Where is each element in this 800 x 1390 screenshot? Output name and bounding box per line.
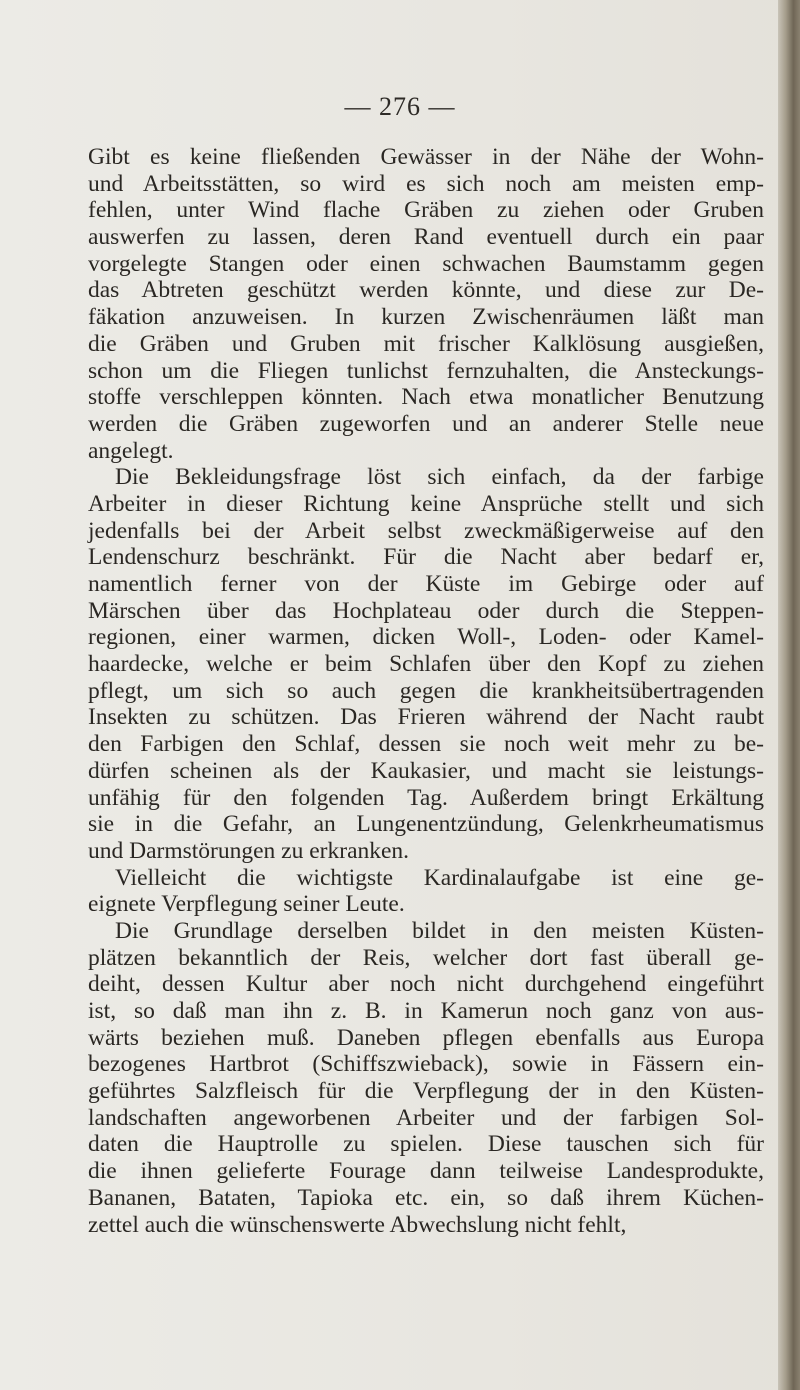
- text-line: Vielleicht die wichtigste Kardinalaufgabe ist eine ge-: [115, 864, 764, 891]
- text-line: regionen, einer warmen, dicken Woll-, Loden- oder Kamel-: [88, 624, 764, 651]
- text-line: angelegt.: [88, 437, 174, 464]
- text-line: Die Grundlage derselben bildet in den meisten Küsten-: [115, 917, 764, 944]
- text-line: unfähig für den folgenden Tag. Außerdem bringt Erkältung: [88, 784, 764, 811]
- text-line: plätzen bekanntlich der Reis, welcher dort fast überall ge-: [88, 944, 764, 971]
- text-line: Die Bekleidungsfrage löst sich einfach, da der farbige: [115, 464, 764, 491]
- text-line: die Gräben und Gruben mit frischer Kalklösung ausgießen,: [88, 330, 764, 357]
- text-line: die ihnen gelieferte Fourage dann teilweise Landesprodukte,: [88, 1158, 764, 1185]
- text-line: zettel auch die wünschenswerte Abwechslung nicht fehlt,: [88, 1211, 627, 1238]
- text-line: dürfen scheinen als der Kaukasier, und macht sie leistungs-: [88, 757, 764, 784]
- text-line: namentlich ferner von der Küste im Gebirge oder auf: [88, 571, 764, 597]
- text-line: stoffe verschleppen könnten. Nach etwa monatlicher Benutzung: [88, 384, 764, 411]
- page-number: — 276 —: [344, 92, 456, 121]
- text-line: Lendenschurz beschränkt. Für die Nacht aber bedarf er,: [88, 544, 764, 571]
- text-line: ist, so daß man ihn z. B. in Kamerun noch ganz von aus-: [88, 998, 764, 1024]
- text-line: fäkation anzuweisen. In kurzen Zwischenräumen läßt man: [88, 304, 764, 331]
- text-line: Gibt es keine fließenden Gewässer in der Nähe der Wohn-: [88, 144, 764, 170]
- text-line: haardecke, welche er beim Schlafen über den Kopf zu ziehen: [88, 651, 764, 678]
- text-line: daten die Hauptrolle zu spielen. Diese tauschen sich für: [88, 1131, 764, 1158]
- text-line: pflegt, um sich so auch gegen die krankheitsübertragenden: [88, 677, 764, 704]
- text-line: bezogenes Hartbrot (Schiffszwieback), sowie in Fässern ein-: [88, 1051, 764, 1078]
- text-line: und Darmstörungen zu erkranken.: [88, 837, 410, 864]
- text-line: und Arbeitsstätten, so wird es sich noch am meisten emp-: [88, 170, 764, 197]
- text-line: das Abtreten geschützt werden könnte, und diese zur De-: [88, 277, 764, 304]
- body-text: [88, 144, 764, 1238]
- text-line: deiht, dessen Kultur aber noch nicht durchgehend eingeführt: [88, 971, 764, 998]
- text-line: wärts beziehen muß. Daneben pflegen ebenfalls aus Europa: [88, 1024, 764, 1051]
- text-line: vorgelegte Stangen oder einen schwachen Baumstamm gegen: [88, 250, 764, 277]
- text-line: landschaften angeworbenen Arbeiter und der farbigen Sol-: [88, 1104, 764, 1131]
- text-line: schon um die Fliegen tunlichst fernzuhalten, die Ansteckungs-: [88, 357, 764, 384]
- text-line: fehlen, unter Wind flache Gräben zu ziehen oder Gruben: [88, 197, 764, 224]
- text-line: Insekten zu schützen. Das Frieren während der Nacht raubt: [88, 704, 764, 731]
- text-line: den Farbigen den Schlaf, dessen sie noch weit mehr zu be-: [88, 731, 764, 758]
- text-line: geführtes Salzfleisch für die Verpflegung der in den Küsten-: [88, 1078, 764, 1105]
- text-line: Arbeiter in dieser Richtung keine Ansprüche stellt und sich: [88, 490, 764, 517]
- text-line: auswerfen zu lassen, deren Rand eventuell durch ein paar: [88, 224, 764, 251]
- text-line: Märschen über das Hochplateau oder durch die Steppen-: [88, 597, 764, 624]
- text-line: sie in die Gefahr, an Lungenentzündung, Gelenkrheumatismus: [88, 811, 764, 838]
- text-line: eignete Verpflegung seiner Leute.: [88, 891, 405, 918]
- text-line: Bananen, Bataten, Tapioka etc. ein, so daß ihrem Küchen-: [88, 1184, 764, 1211]
- text-line: jedenfalls bei der Arbeit selbst zweckmäßigerweise auf den: [88, 517, 764, 544]
- text-line: werden die Gräben zugeworfen und an anderer Stelle neue: [88, 410, 764, 437]
- page-binding-edge: [778, 0, 800, 1390]
